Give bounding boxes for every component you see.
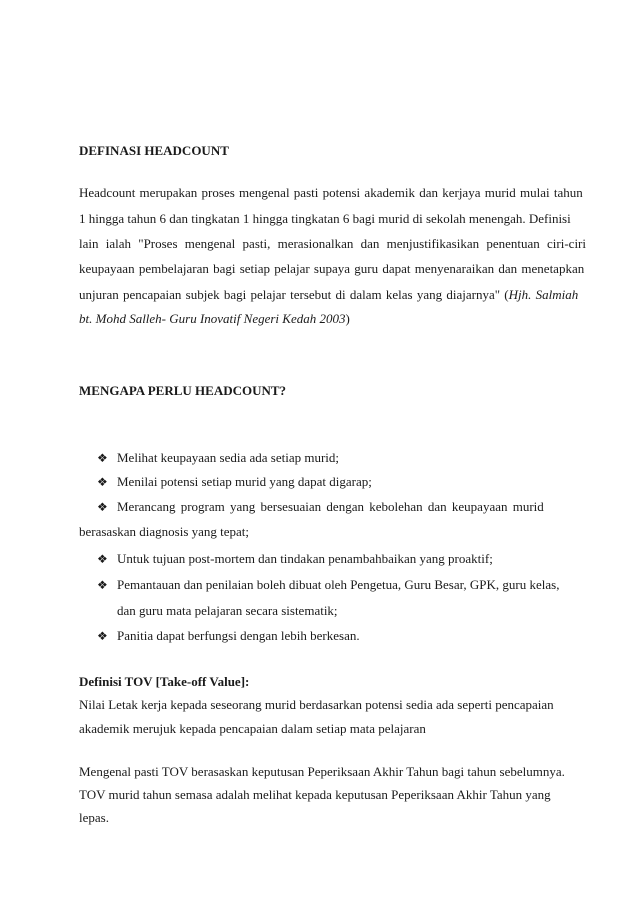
- bullet-3-line1: Merancang program yang bersesuaian dengan kebolehan dan keupayaan murid: [117, 499, 544, 514]
- paragraph1-citation-source: bt. Mohd Salleh- Guru Inovatif Negeri Kedah 2003: [79, 311, 346, 326]
- diamond-bullet-icon: ❖: [97, 500, 108, 514]
- paragraph1-line1: Headcount merupakan proses mengenal pasti potensi akademik dan kerjaya murid mulai tahun: [79, 185, 583, 200]
- diamond-bullet-icon: ❖: [97, 578, 108, 592]
- tov-line2: akademik merujuk kepada pencapaian dalam setiap mata pelajaran: [79, 721, 426, 736]
- paragraph1-line6: [79, 311, 350, 327]
- bullet-5-line1: Pemantauan dan penilaian boleh dibuat oleh Pengetua, Guru Besar, GPK, guru kelas,: [117, 577, 560, 592]
- bullet-5-line2: dan guru mata pelajaran secara sistematik;: [117, 603, 338, 618]
- paragraph1-line2: 1 hingga tahun 6 dan tingkatan 1 hingga tingkatan 6 bagi murid di sekolah menengah. Definisi: [79, 211, 571, 226]
- diamond-bullet-icon: ❖: [97, 475, 108, 489]
- mengenal-line3: lepas.: [79, 810, 109, 825]
- bullet-2: Menilai potensi setiap murid yang dapat digarap;: [117, 474, 372, 489]
- definasi-heading: DEFINASI HEADCOUNT: [79, 143, 229, 158]
- diamond-bullet-icon: ❖: [97, 552, 108, 566]
- paragraph1-line5-text: unjuran pencapaian subjek bagi pelajar tersebut di dalam kelas yang diajarnya" (: [79, 287, 509, 302]
- diamond-bullet-icon: ❖: [97, 629, 108, 643]
- paragraph1-citation-author: Hjh. Salmiah: [508, 287, 579, 302]
- bullet-4: Untuk tujuan post-mortem dan tindakan penambahbaikan yang proaktif;: [117, 551, 493, 566]
- mengenal-line2: TOV murid tahun semasa adalah melihat kepada keputusan Peperiksaan Akhir Tahun yang: [79, 787, 551, 802]
- diamond-bullet-icon: ❖: [97, 451, 108, 465]
- bullet-1: Melihat keupayaan sedia ada setiap murid;: [117, 450, 340, 465]
- tov-heading: Definisi TOV [Take-off Value]:: [79, 674, 250, 689]
- paragraph1-citation-close: ): [345, 311, 350, 326]
- mengenal-line1: Mengenal pasti TOV berasaskan keputusan Peperiksaan Akhir Tahun bagi tahun sebelumnya.: [79, 764, 565, 779]
- tov-line1: Nilai Letak kerja kepada seseorang murid berdasarkan potensi sedia ada seperti pencapaian: [79, 697, 554, 712]
- paragraph1-line5: [79, 287, 578, 303]
- bullet-6: Panitia dapat berfungsi dengan lebih berkesan.: [117, 628, 360, 643]
- bullet-3-line2: berasaskan diagnosis yang tepat;: [79, 524, 250, 539]
- paragraph1-line3: lain ialah "Proses mengenal pasti, merasionalkan dan menjustifikasikan penentuan ciri-ciri: [79, 236, 586, 251]
- mengapa-heading: MENGAPA PERLU HEADCOUNT?: [79, 383, 287, 398]
- paragraph1-line4: keupayaan pembelajaran bagi setiap pelajar supaya guru dapat menyenaraikan dan menetapkan: [79, 261, 585, 276]
